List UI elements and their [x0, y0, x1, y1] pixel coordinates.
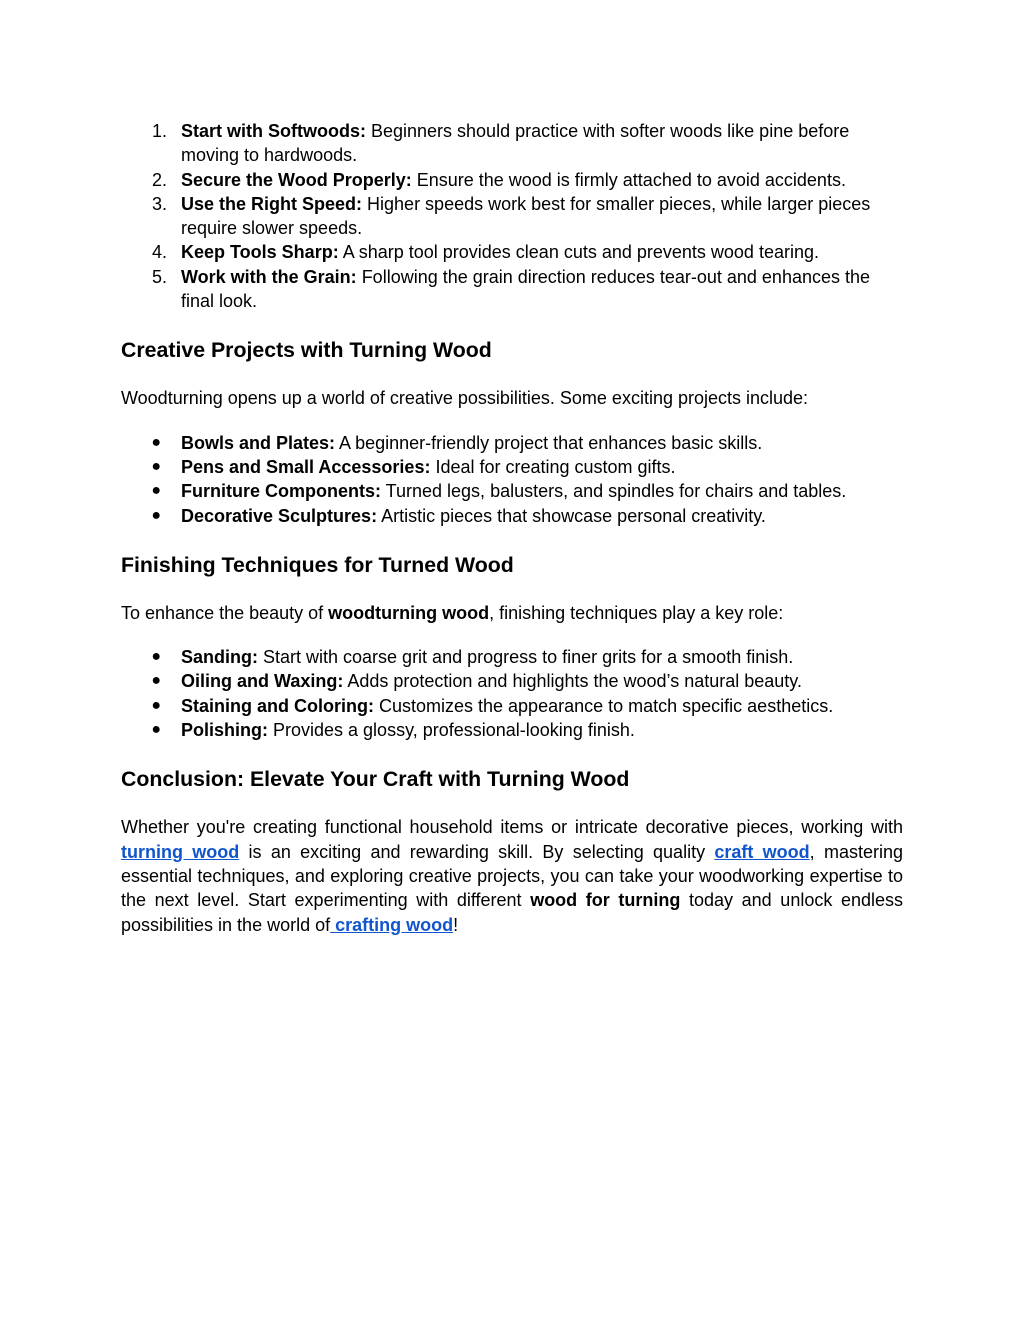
- intro-bold-term: woodturning wood: [328, 602, 490, 623]
- item-title: Bowls and Plates:: [181, 432, 336, 453]
- item-text: A beginner-friendly project that enhances basic skills.: [335, 432, 763, 453]
- bullet-icon: ●: [151, 696, 161, 714]
- finishing-techniques-list: [121, 645, 903, 742]
- item-text: A sharp tool provides clean cuts and prevents wood tearing.: [338, 242, 819, 263]
- list-item: [121, 265, 903, 314]
- list-number: 2.: [151, 169, 167, 190]
- section-heading-conclusion: Conclusion: Elevate Your Craft with Turning Wood: [121, 767, 630, 792]
- list-item: [121, 504, 903, 528]
- craft-wood-link[interactable]: craft wood: [714, 841, 810, 862]
- list-item: [121, 645, 903, 669]
- item-title: Use the Right Speed:: [181, 193, 363, 214]
- item-title: Keep Tools Sharp:: [181, 242, 339, 263]
- item-title: Pens and Small Accessories:: [181, 456, 431, 477]
- conclusion-text: Whether you're creating functional household items or intricate decorative pieces, working with: [121, 817, 903, 838]
- intro-text: To enhance the beauty of: [121, 602, 329, 623]
- list-item: [121, 119, 903, 168]
- item-text: Adds protection and highlights the wood’s natural beauty.: [343, 671, 802, 692]
- bullet-icon: ●: [151, 721, 161, 739]
- list-item: [121, 431, 903, 455]
- list-item: [121, 694, 903, 718]
- bullet-icon: ●: [151, 433, 161, 451]
- list-number: 3.: [151, 193, 167, 214]
- item-title: Oiling and Waxing:: [181, 671, 344, 692]
- creative-projects-list: [121, 431, 903, 528]
- list-item: [121, 669, 903, 693]
- item-text: Provides a glossy, professional-looking finish.: [268, 720, 635, 741]
- bullet-icon: ●: [151, 506, 161, 524]
- item-text: Start with coarse grit and progress to finer grits for a smooth finish.: [258, 647, 794, 668]
- list-item: [121, 192, 903, 241]
- list-item: [121, 240, 903, 264]
- bullet-icon: ●: [151, 672, 161, 690]
- item-text: Higher speeds work best for smaller pieces, while larger pieces require slower speeds.: [181, 193, 871, 239]
- item-text: Beginners should practice with softer woods like pine before moving to hardwoods.: [181, 121, 850, 166]
- list-number: 5.: [151, 266, 167, 287]
- conclusion-text: today and unlock endless possibilities in the world of: [121, 890, 903, 935]
- section-heading-creative-projects: Creative Projects with Turning Wood: [121, 338, 492, 363]
- item-title: Start with Softwoods:: [181, 121, 366, 141]
- item-text: Following the grain direction reduces tear-out and enhances the final look.: [181, 266, 871, 312]
- list-item: [121, 479, 903, 503]
- item-text: Ensure the wood is firmly attached to avoid accidents.: [411, 169, 846, 190]
- crafting-wood-link[interactable]: crafting wood: [330, 914, 454, 935]
- item-text: Turned legs, balusters, and spindles for chairs and tables.: [381, 481, 847, 502]
- item-title: Sanding:: [181, 647, 258, 668]
- list-item: [121, 168, 903, 192]
- conclusion-bold-term: wood for turning: [530, 890, 681, 911]
- item-title: Polishing:: [181, 720, 268, 741]
- item-title: Work with the Grain:: [181, 266, 357, 287]
- item-title: Decorative Sculptures:: [181, 505, 378, 526]
- section-heading-finishing-techniques: Finishing Techniques for Turned Wood: [121, 552, 514, 577]
- list-number: 4.: [151, 242, 167, 263]
- turning-wood-link[interactable]: turning wood: [121, 841, 240, 862]
- finishing-intro: [121, 601, 903, 625]
- item-text: Customizes the appearance to match specific aesthetics.: [373, 695, 834, 716]
- conclusion-text: !: [453, 914, 459, 935]
- creative-intro: Woodturning opens up a world of creative possibilities. Some exciting projects include:: [121, 388, 809, 409]
- conclusion-paragraph: [121, 815, 903, 936]
- conclusion-text: is an exciting and rewarding skill. By selecting quality: [239, 841, 715, 862]
- item-title: Secure the Wood Properly:: [181, 169, 412, 190]
- bullet-icon: ●: [151, 648, 161, 666]
- conclusion-text: , mastering essential techniques, and exploring creative projects, you can take your woodworking expertise to the next level. Start experimenting with different: [121, 841, 903, 911]
- item-title: Staining and Coloring:: [181, 695, 374, 716]
- item-title: Furniture Components:: [181, 481, 381, 502]
- document-page: [121, 119, 903, 937]
- bullet-icon: ●: [151, 457, 161, 475]
- tips-list: [121, 119, 903, 313]
- bullet-icon: ●: [151, 482, 161, 500]
- list-item: [121, 455, 903, 479]
- item-text: Ideal for creating custom gifts.: [430, 456, 676, 477]
- item-text: Artistic pieces that showcase personal creativity.: [377, 505, 766, 526]
- intro-text: , finishing techniques play a key role:: [489, 602, 784, 623]
- list-item: [121, 718, 903, 742]
- list-number: 1.: [151, 121, 167, 141]
